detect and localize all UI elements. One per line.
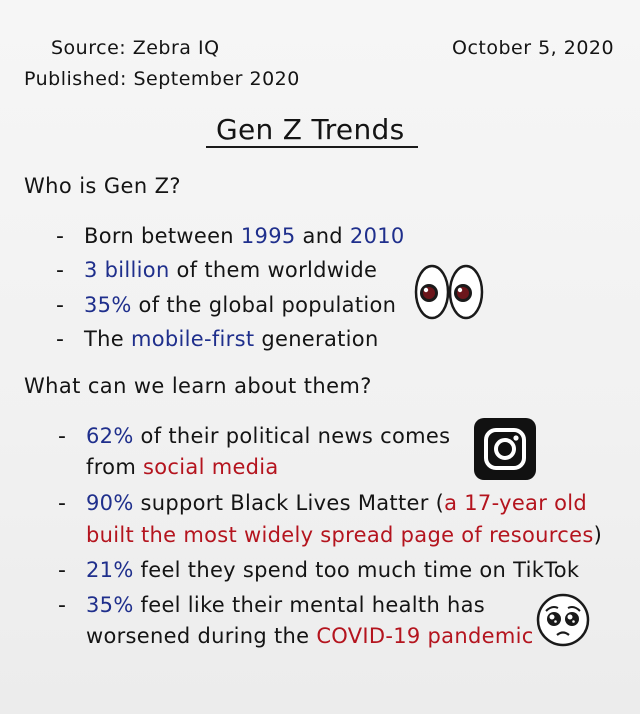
- s2-item-1-line-1: 62% of their political news comes: [86, 424, 451, 448]
- s2-item-4-line-2: worsened during the COVID-19 pandemic: [86, 624, 534, 648]
- published-label: Published:: [24, 68, 127, 90]
- bullet-dash: -: [58, 593, 66, 618]
- s2-item-2-line-2: built the most widely spread page of resources): [86, 523, 603, 547]
- source-line: [51, 37, 220, 59]
- bullet-dash: -: [58, 491, 66, 516]
- section2-heading: What can we learn about them?: [24, 374, 372, 398]
- bullet-dash: -: [56, 224, 64, 249]
- bullet-dash: -: [56, 258, 64, 283]
- source-value: Zebra IQ: [132, 37, 220, 59]
- s2-item-1-line-2: from social media: [86, 455, 279, 479]
- bullet-dash: -: [56, 327, 64, 352]
- published-value: September 2020: [133, 68, 300, 90]
- s1-item-3: 35% of the global population: [84, 293, 397, 317]
- document-date: October 5, 2020: [452, 37, 615, 59]
- s1-item-4: The mobile-first generation: [84, 327, 379, 351]
- s2-item-2-line-1: 90% support Black Lives Matter (a 17-year old: [86, 491, 588, 515]
- instagram-icon: [474, 418, 536, 480]
- s2-item-3: 21% feel they spend too much time on TikTok: [86, 558, 580, 582]
- title-underline: [206, 146, 418, 148]
- s1-item-2: 3 billion of them worldwide: [84, 258, 378, 282]
- s2-item-4-line-1: 35% feel like their mental health has: [86, 593, 486, 617]
- bullet-dash: -: [58, 424, 66, 449]
- page-title: Gen Z Trends: [216, 113, 405, 146]
- bullet-dash: -: [56, 293, 64, 318]
- s1-item-1: Born between 1995 and 2010: [84, 224, 405, 248]
- bullet-dash: -: [58, 558, 66, 583]
- published-line: [24, 68, 300, 90]
- section1-heading: Who is Gen Z?: [24, 174, 181, 198]
- eyes-icon: [414, 262, 486, 322]
- source-label: Source:: [51, 37, 127, 59]
- pleading-face-icon: [536, 593, 590, 647]
